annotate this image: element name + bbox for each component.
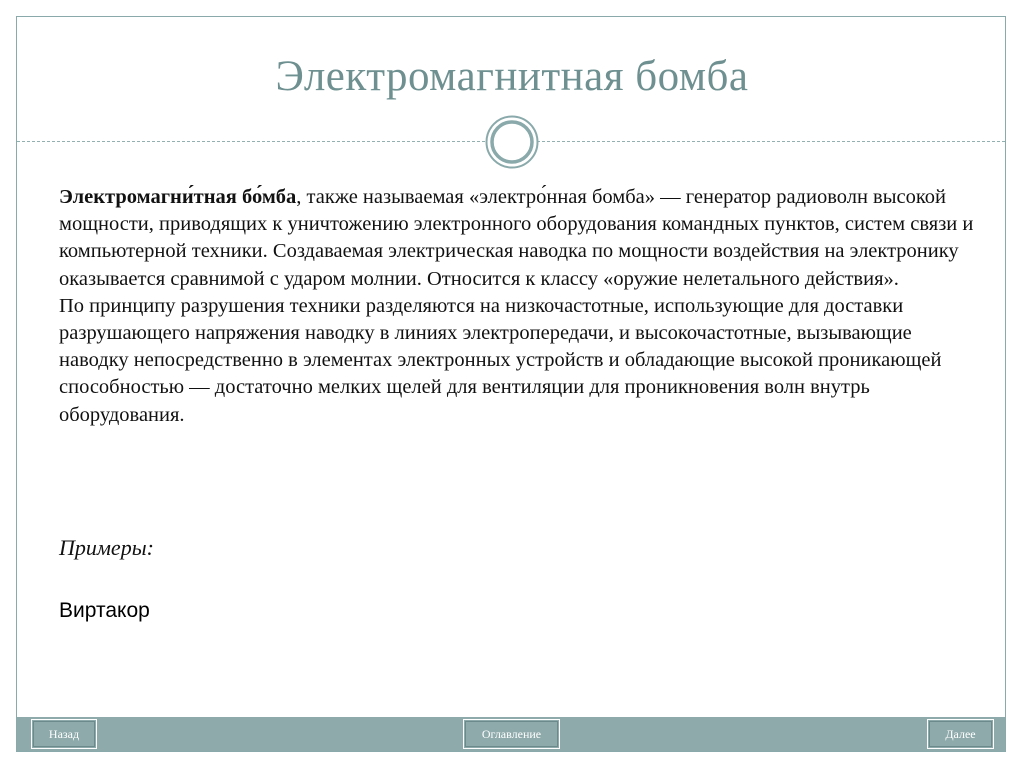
definition-term: Электромагни́тная бо́мба xyxy=(59,186,297,208)
table-of-contents-button[interactable]: Оглавление xyxy=(463,719,560,749)
back-button[interactable]: Назад xyxy=(31,719,97,749)
slide-body xyxy=(59,184,979,429)
definition-text: , также называемая «электро́нная бомба» — генератор радиоволн высокой мощности, приводящих к уничтожению электронного оборудования командных пунктов, систем связи и компьютерной техники. Создаваемая электрическая наводка по мощности воздействия на электронику оказывается сравнимой с ударом молнии. Относится к классу «оружие нелетального действия». xyxy=(59,186,974,290)
paragraph-definition xyxy=(59,184,979,293)
examples-heading: Примеры: xyxy=(59,535,154,560)
slide-title: Электромагнитная бомба xyxy=(275,53,749,100)
example-item: Виртакор xyxy=(59,599,150,622)
next-button[interactable]: Далее xyxy=(927,719,994,749)
paragraph-principle: По принципу разрушения техники разделяются на низкочастотные, использующие для доставки разрушающего напряжения наводку в линиях электропередачи, и высокочастотные, вызывающие наводку непосредственно в элементах электронных устройств и обладающие высокой проникающей способностью — достаточно мелких щелей для вентиляции для проникновения волн внутрь оборудования. xyxy=(59,294,942,426)
double-circle-ornament-icon xyxy=(485,115,539,169)
